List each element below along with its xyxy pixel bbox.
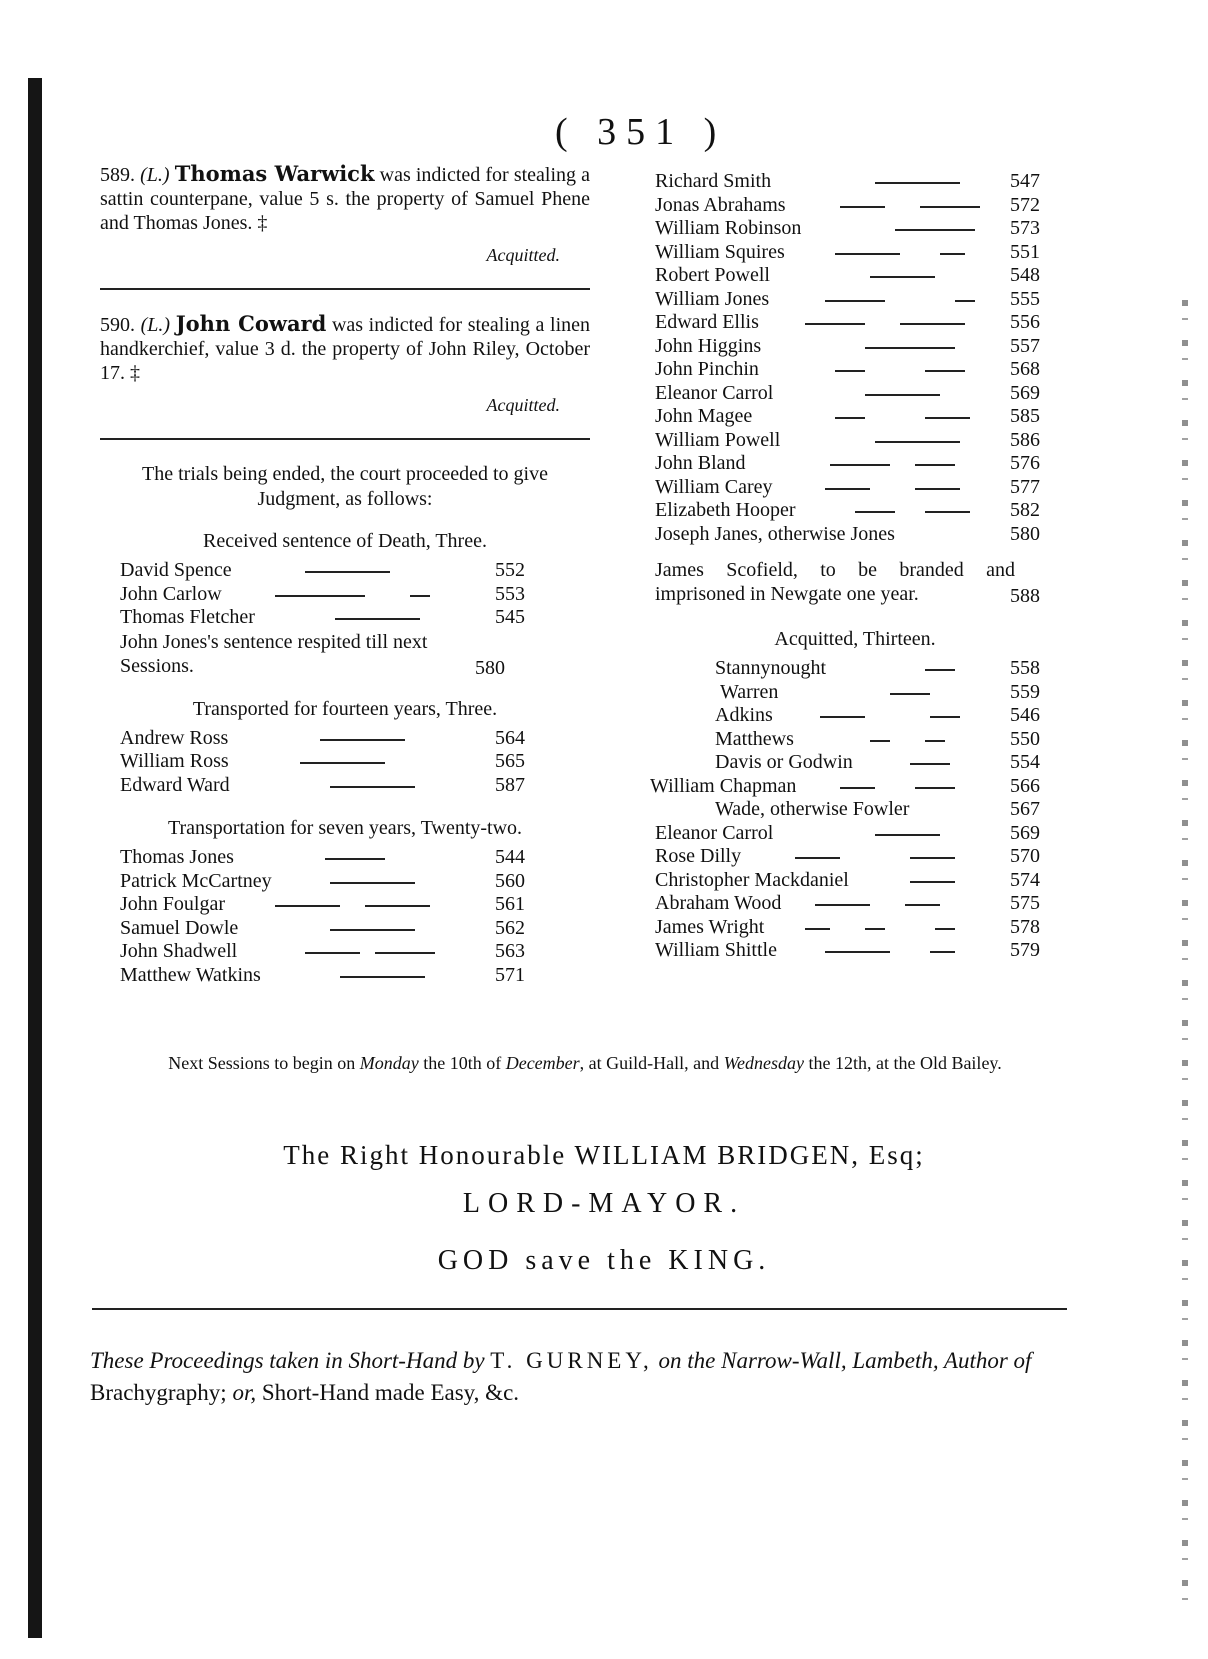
prisoner-name: David Spence [120,559,232,581]
prisoner-name: Andrew Ross [120,726,229,749]
prisoner-name: Matthew Watkins [120,963,261,986]
leader-dash [855,511,895,513]
prisoner-name: William Powell [655,428,781,451]
prisoner-name: Rose Dilly [655,845,742,867]
list-item [655,382,1055,406]
list-item [655,681,1055,705]
list-item [655,892,1055,916]
lord-mayor-title: LORD-MAYOR. [462,1188,746,1219]
case-number: 573 [1010,217,1040,239]
list-item [100,583,590,607]
next-sessions-notice [95,1052,1075,1074]
prisoner-name: James Wright [655,915,765,938]
prisoner-name: Adkins [715,704,773,726]
case-number: 578 [1010,915,1040,938]
list-item [100,750,590,774]
prisoner-name: Wade, otherwise Fowler [715,798,910,820]
list-item [655,358,1055,382]
list-item [655,170,1055,194]
case-number: 554 [1010,751,1040,773]
case-number: 559 [1010,680,1040,703]
acquitted-heading: Acquitted, Thirteen. [774,628,936,650]
list-item [655,264,1055,288]
next-sessions-text: , at Guild-Hall, and [579,1053,720,1073]
list-item [100,870,590,894]
leader-dash [915,488,960,490]
transport7-list [100,846,590,987]
list-item [100,606,590,630]
case-number: 564 [495,726,525,749]
case-number: 548 [1010,264,1040,286]
case-number: 566 [1010,774,1040,797]
list-item [655,405,1055,429]
leader-dash [805,323,865,325]
case-number: 565 [495,750,525,772]
lord-mayor-line: The Right Honourable WILLIAM BRIDGEN, Esq; [283,1140,925,1170]
leader-dash [835,253,900,255]
trial-entry-589 [100,162,590,235]
prisoner-name: William Carey [655,475,773,498]
case-number: 569 [1010,821,1040,844]
list-item [655,194,1055,218]
case-number: 575 [1010,892,1040,914]
entry-number: 589. [100,164,135,186]
prisoner-name: Samuel Dowle [120,916,239,939]
prisoner-name: William Shittle [655,939,777,961]
leader-dash [825,488,870,490]
leader-dash [410,595,430,597]
prisoner-name: Davis or Godwin [715,751,853,773]
leader-dash [275,905,340,907]
case-number: 551 [1010,240,1040,263]
next-sessions-month: December [505,1053,580,1073]
case-number: 586 [1010,428,1040,451]
next-sessions-text: Next Sessions to begin on [168,1053,356,1073]
case-number: 572 [1010,193,1040,216]
court-mark: (L.) [140,164,170,186]
prisoner-name: William Robinson [655,217,802,239]
list-item [655,798,1055,822]
case-number: 568 [1010,358,1040,380]
leader-dash [865,928,885,930]
prisoner-name: John Shadwell [120,940,238,962]
list-item [655,452,1055,476]
list-item [655,751,1055,775]
prisoner-name: Eleanor Carrol [655,821,774,844]
leader-dash [840,787,875,789]
entry-text: was indicted for stealing a sattin counterpane, value 5 s. the property of Samuel Phene and Thomas Jones. ‡ [100,164,591,234]
leader-dash [955,300,975,302]
list-item [655,704,1055,728]
next-sessions-day: Wednesday [723,1053,804,1073]
leader-dash [895,229,975,231]
case-number: 562 [495,916,525,939]
case-number: 579 [1010,939,1040,961]
prisoner-name: John Magee [655,405,753,427]
colophon-text: These Proceedings taken in Short-Hand by [90,1348,485,1373]
leader-dash [910,763,950,765]
leader-dash [795,857,840,859]
case-number: 574 [1010,868,1040,891]
prisoner-name: Matthews [715,727,794,750]
list-item [655,429,1055,453]
page-spine-shadow [28,78,42,1638]
prisoner-name: Patrick McCartney [120,869,272,892]
god-save-the-king: GOD save the KING. [437,1245,771,1276]
leader-dash [900,323,965,325]
printer-colophon [90,1345,1080,1409]
leader-dash [335,618,420,620]
prisoner-name: John Pinchin [655,358,759,380]
case-number: 580 [475,656,505,679]
death-list [100,559,590,678]
list-item [655,499,1055,523]
case-number: 585 [1010,405,1040,427]
judgment-intro: The trials being ended, the court proceeded to give Judgment, as follows: [142,463,548,510]
list-item [100,727,590,751]
respite-note [100,630,505,679]
left-column [100,162,590,987]
leader-dash [925,511,970,513]
verdict: Acquitted. [486,395,560,415]
list-item [655,288,1055,312]
list-item [100,917,590,941]
colophon-author: T. GURNEY, [490,1348,653,1373]
next-sessions-day: Monday [359,1053,419,1073]
case-number: 560 [495,869,525,892]
case-number: 561 [495,893,525,915]
leader-dash [935,928,955,930]
next-sessions-text: the 12th, at the Old Bailey. [808,1053,1002,1073]
case-number: 547 [1010,170,1040,192]
leader-dash [320,739,405,741]
leader-dash [835,417,865,419]
leader-dash [915,464,955,466]
case-number: 569 [1010,381,1040,404]
leader-dash [825,951,890,953]
respite-text: John Jones's sentence respited till next Sessions. [120,630,428,677]
leader-dash [925,417,970,419]
leader-dash [875,182,960,184]
leader-dash [910,857,955,859]
divider [100,288,590,290]
case-number: 576 [1010,452,1040,474]
case-number: 552 [495,559,525,581]
case-number: 582 [1010,499,1040,521]
prisoner-name: Warren [720,680,779,703]
list-item [100,774,590,798]
transport14-list [100,727,590,798]
list-item [655,217,1055,241]
leader-dash [930,951,955,953]
leader-dash [910,881,955,883]
leader-dash [305,571,390,573]
list-item [100,846,590,870]
branded-note [655,558,1040,607]
case-number: 546 [1010,704,1040,726]
case-number: 557 [1010,334,1040,357]
next-sessions-text: the 10th of [423,1053,502,1073]
prisoner-name: William Ross [120,750,229,772]
page-edge-marks [1182,300,1188,1620]
leader-dash [330,786,415,788]
leader-dash [325,858,385,860]
trial-entry-590 [100,312,590,385]
list-item [100,893,590,917]
leader-dash [875,834,940,836]
case-number: 577 [1010,475,1040,498]
list-item [650,774,1055,799]
transport7-list-continued [655,170,1055,546]
court-mark: (L.) [140,314,171,336]
prisoner-name: John Carlow [120,582,222,605]
colophon-text: or, [232,1380,257,1405]
prisoner-name: Christopher Mackdaniel [655,868,849,891]
leader-dash [870,740,890,742]
leader-dash [920,206,980,208]
leader-dash [925,370,965,372]
colophon-book-title: Brachygraphy; [90,1380,227,1405]
transport14-heading: Transported for fourteen years, Three. [192,697,498,720]
prisoner-name: John Bland [655,452,746,474]
case-number: 556 [1010,311,1040,333]
leader-dash [925,740,945,742]
case-number: 550 [1010,727,1040,750]
list-item [655,869,1055,893]
list-item [100,940,590,964]
prisoner-name: Robert Powell [655,264,770,286]
list-item [655,845,1055,869]
branded-text: James Scofield, to be branded and imprisoned in Newgate one year. [655,559,1015,605]
prisoner-name: Elizabeth Hooper [655,499,796,521]
case-number: 558 [1010,657,1040,679]
defendant-name: Thomas Warwick [174,161,375,186]
verdict: Acquitted. [486,245,560,265]
colophon-text: on the Narrow-Wall, Lambeth, Author of [658,1348,1032,1373]
leader-dash [865,394,940,396]
list-item [655,728,1055,752]
prisoner-name: Joseph Janes, otherwise Jones [655,522,895,545]
defendant-name: John Coward [175,311,327,336]
prisoner-name: John Higgins [655,334,762,357]
list-item [655,657,1055,681]
list-item [655,335,1055,359]
prisoner-name: Jonas Abrahams [655,193,786,216]
list-item [100,559,590,583]
list-item [655,311,1055,335]
list-item [655,822,1055,846]
case-number: 545 [495,606,525,628]
case-number: 563 [495,940,525,962]
list-item [655,916,1055,940]
prisoner-name: Richard Smith [655,170,772,192]
transport7-heading: Transportation for seven years, Twenty-two. [167,817,523,839]
case-number: 587 [495,773,525,796]
leader-dash [915,787,955,789]
leader-dash [275,595,365,597]
prisoner-name: Eleanor Carrol [655,381,774,404]
leader-dash [870,276,935,278]
colophon-subtitle: Short-Hand made Easy, &c. [261,1380,520,1405]
case-number: 567 [1010,798,1040,820]
list-item [655,241,1055,265]
leader-dash [375,952,435,954]
list-item [655,523,1055,547]
leader-dash [330,929,415,931]
leader-dash [940,253,965,255]
prisoner-name: Thomas Jones [120,846,234,868]
leader-dash [330,882,415,884]
leader-dash [890,693,930,695]
prisoner-name: Edward Ellis [655,311,759,333]
entry-number: 590. [100,314,135,336]
prisoner-name: William Jones [655,287,770,310]
entry-text: was indicted for stealing a linen handkerchief, value 3 d. the property of John Riley, October 17. ‡ [100,314,591,384]
case-number: 580 [1010,522,1040,545]
leader-dash [820,716,865,718]
right-column [650,170,1055,963]
prisoner-name: Thomas Fletcher [120,606,255,628]
leader-dash [300,762,385,764]
leader-dash [925,669,955,671]
divider [100,438,590,440]
leader-dash [875,441,960,443]
leader-dash [840,206,885,208]
acquitted-list [650,657,1055,963]
case-number: 570 [1010,845,1040,867]
case-number: 555 [1010,287,1040,310]
case-number: 544 [495,846,525,868]
prisoner-name: Edward Ward [120,773,230,796]
footer-divider [92,1308,1067,1310]
prisoner-name: William Chapman [650,774,797,797]
list-item [100,964,590,988]
leader-dash [930,716,960,718]
leader-dash [305,952,360,954]
death-heading: Received sentence of Death, Three. [203,530,487,552]
leader-dash [825,300,885,302]
prisoner-name: Stannynought [715,657,827,679]
prisoner-name: Abraham Wood [655,892,782,914]
leader-dash [865,347,955,349]
list-item [655,939,1055,963]
case-number: 553 [495,582,525,605]
list-item [655,476,1055,500]
leader-dash [805,928,830,930]
page-number: ( 351 ) [555,111,727,153]
leader-dash [835,370,865,372]
case-number: 571 [495,963,525,986]
leader-dash [365,905,430,907]
prisoner-name: John Foulgar [120,893,225,915]
prisoner-name: William Squires [655,240,785,263]
leader-dash [815,904,870,906]
leader-dash [905,904,940,906]
case-number: 588 [1010,585,1040,607]
leader-dash [830,464,890,466]
leader-dash [340,976,425,978]
